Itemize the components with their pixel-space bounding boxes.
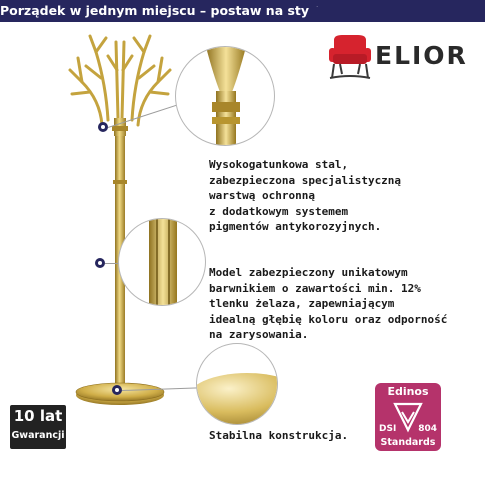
callout-dot	[112, 385, 122, 395]
feature-description-steel: Wysokogatunkowa stal, zabezpieczona specjalistyczną warstwą ochronną z dodatkowym systemem pigmentów antykorozyjnych.	[209, 158, 402, 233]
base-detail-icon	[197, 344, 278, 425]
warranty-years: 10 lat	[13, 407, 63, 425]
brand-name: ELIOR	[375, 41, 468, 70]
detail-zoom-middle	[118, 218, 206, 306]
stand-joint-detail-icon	[176, 47, 275, 146]
certificate-standards: Standards	[380, 437, 436, 448]
certificate-left: DSI	[379, 424, 397, 434]
certificate-badge	[375, 383, 441, 451]
warranty-badge	[10, 405, 66, 449]
header-bar	[0, 0, 485, 22]
warranty-label: Gwarancji	[11, 430, 65, 441]
header-arrow-decoration	[310, 0, 322, 22]
callout-dot	[95, 258, 105, 268]
feature-description-stability: Stabilna konstrukcja.	[209, 429, 349, 442]
detail-zoom-top	[175, 46, 275, 146]
callout-dot	[98, 122, 108, 132]
certificate-right: 804	[418, 424, 437, 434]
detail-zoom-bottom	[196, 343, 278, 425]
pole-detail-icon	[119, 219, 206, 306]
feature-description-pigment: Model zabezpieczony unikatowym barwnikiem o zawartości min. 12% tlenku żelaza, zapewniającym idealną głębię koloru oraz odporność na zarysowania.	[209, 266, 448, 341]
certificate-brand: Edinos	[387, 385, 429, 398]
header-title: Porządek w jednym miejscu – postaw na styl!	[0, 3, 320, 18]
